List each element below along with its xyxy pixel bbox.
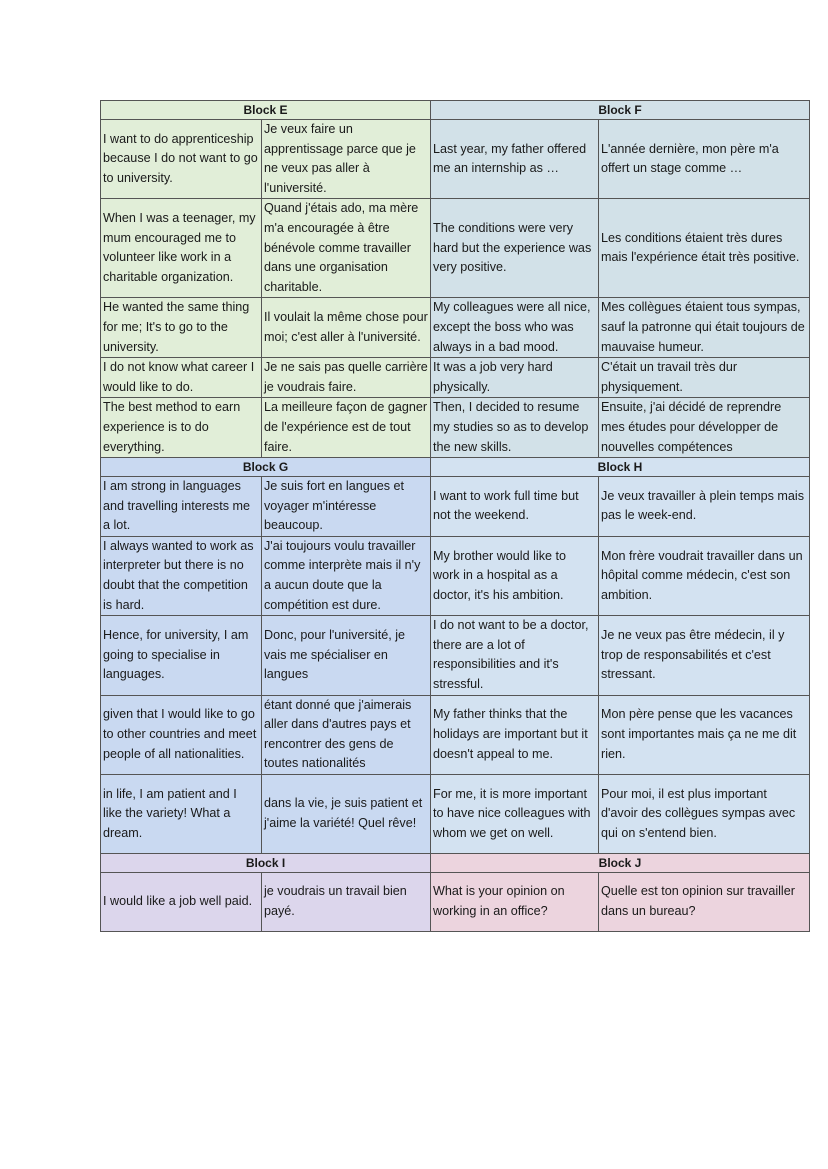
french-phrase-cell: étant donné que j'aimerais aller dans d'autres pays et rencontrer des gens de toutes nationalités: [262, 695, 431, 774]
table-row: [101, 775, 810, 854]
vocabulary-table: [100, 100, 810, 932]
french-phrase-cell: Je veux travailler à plein temps mais pas le week-end.: [599, 477, 810, 537]
table-row: [101, 358, 810, 398]
french-phrase-cell: Je suis fort en langues et voyager m'intéresse beaucoup.: [262, 477, 431, 537]
english-phrase-cell: Hence, for university, I am going to specialise in languages.: [101, 616, 262, 695]
french-phrase-cell: La meilleure façon de gagner de l'expérience est de tout faire.: [262, 398, 431, 458]
french-phrase-cell: Je veux faire un apprentissage parce que je ne veux pas aller à l'université.: [262, 120, 431, 199]
french-phrase-cell: Je ne sais pas quelle carrière je voudrais faire.: [262, 358, 431, 398]
french-phrase-cell: je voudrais un travail bien payé.: [262, 873, 431, 932]
english-phrase-cell: What is your opinion on working in an office?: [431, 873, 599, 932]
block-header-row: [101, 458, 810, 477]
french-phrase-cell: Quand j'étais ado, ma mère m'a encouragée à être bénévole comme travailler dans une organisation charitable.: [262, 199, 431, 298]
french-phrase-cell: J'ai toujours voulu travailler comme interprète mais il n'y a aucun doute que la compétition est dure.: [262, 536, 431, 615]
table-row: [101, 199, 810, 298]
block-title: Block H: [431, 458, 810, 477]
french-phrase-cell: Mon frère voudrait travailler dans un hôpital comme médecin, c'est son ambition.: [599, 536, 810, 615]
french-phrase-cell: Il voulait la même chose pour moi; c'est aller à l'université.: [262, 298, 431, 358]
table-row: [101, 695, 810, 774]
english-phrase-cell: Then, I decided to resume my studies so as to develop the new skills.: [431, 398, 599, 458]
french-phrase-cell: Les conditions étaient très dures mais l'expérience était très positive.: [599, 199, 810, 298]
english-phrase-cell: given that I would like to go to other countries and meet people of all nationalities.: [101, 695, 262, 774]
table-row: [101, 398, 810, 458]
block-title: Block G: [101, 458, 431, 477]
french-phrase-cell: Pour moi, il est plus important d'avoir des collègues sympas avec qui on s'entend bien.: [599, 775, 810, 854]
block-title: Block J: [431, 854, 810, 873]
english-phrase-cell: Last year, my father offered me an internship as …: [431, 120, 599, 199]
french-phrase-cell: L'année dernière, mon père m'a offert un stage comme …: [599, 120, 810, 199]
block-title: Block F: [431, 101, 810, 120]
english-phrase-cell: I always wanted to work as interpreter but there is no doubt that the competition is hard.: [101, 536, 262, 615]
english-phrase-cell: in life, I am patient and I like the variety! What a dream.: [101, 775, 262, 854]
french-phrase-cell: Donc, pour l'université, je vais me spécialiser en langues: [262, 616, 431, 695]
english-phrase-cell: I do not want to be a doctor, there are a lot of responsibilities and it's stressful.: [431, 616, 599, 695]
block-header-row: [101, 101, 810, 120]
block-title: Block I: [101, 854, 431, 873]
table-row: [101, 120, 810, 199]
french-phrase-cell: Quelle est ton opinion sur travailler dans un bureau?: [599, 873, 810, 932]
english-phrase-cell: I would like a job well paid.: [101, 873, 262, 932]
french-phrase-cell: Mon père pense que les vacances sont importantes mais ça ne me dit rien.: [599, 695, 810, 774]
french-phrase-cell: dans la vie, je suis patient et j'aime la variété! Quel rêve!: [262, 775, 431, 854]
english-phrase-cell: My father thinks that the holidays are important but it doesn't appeal to me.: [431, 695, 599, 774]
english-phrase-cell: The best method to earn experience is to do everything.: [101, 398, 262, 458]
english-phrase-cell: For me, it is more important to have nice colleagues with whom we get on well.: [431, 775, 599, 854]
english-phrase-cell: When I was a teenager, my mum encouraged me to volunteer like work in a charitable organization.: [101, 199, 262, 298]
french-phrase-cell: Mes collègues étaient tous sympas, sauf la patronne qui était toujours de mauvaise humeur.: [599, 298, 810, 358]
vocabulary-table-body: [101, 101, 810, 932]
table-row: [101, 536, 810, 615]
english-phrase-cell: My brother would like to work in a hospital as a doctor, it's his ambition.: [431, 536, 599, 615]
english-phrase-cell: The conditions were very hard but the experience was very positive.: [431, 199, 599, 298]
block-title: Block E: [101, 101, 431, 120]
french-phrase-cell: C'était un travail très dur physiquement.: [599, 358, 810, 398]
english-phrase-cell: I want to work full time but not the weekend.: [431, 477, 599, 537]
french-phrase-cell: Je ne veux pas être médecin, il y trop de responsabilités et c'est stressant.: [599, 616, 810, 695]
table-row: [101, 873, 810, 932]
table-row: [101, 616, 810, 695]
english-phrase-cell: I want to do apprenticeship because I do not want to go to university.: [101, 120, 262, 199]
block-header-row: [101, 854, 810, 873]
english-phrase-cell: I am strong in languages and travelling interests me a lot.: [101, 477, 262, 537]
english-phrase-cell: He wanted the same thing for me; It's to go to the university.: [101, 298, 262, 358]
english-phrase-cell: It was a job very hard physically.: [431, 358, 599, 398]
table-row: [101, 477, 810, 537]
table-row: [101, 298, 810, 358]
french-phrase-cell: Ensuite, j'ai décidé de reprendre mes études pour développer de nouvelles compétences: [599, 398, 810, 458]
english-phrase-cell: I do not know what career I would like to do.: [101, 358, 262, 398]
english-phrase-cell: My colleagues were all nice, except the boss who was always in a bad mood.: [431, 298, 599, 358]
